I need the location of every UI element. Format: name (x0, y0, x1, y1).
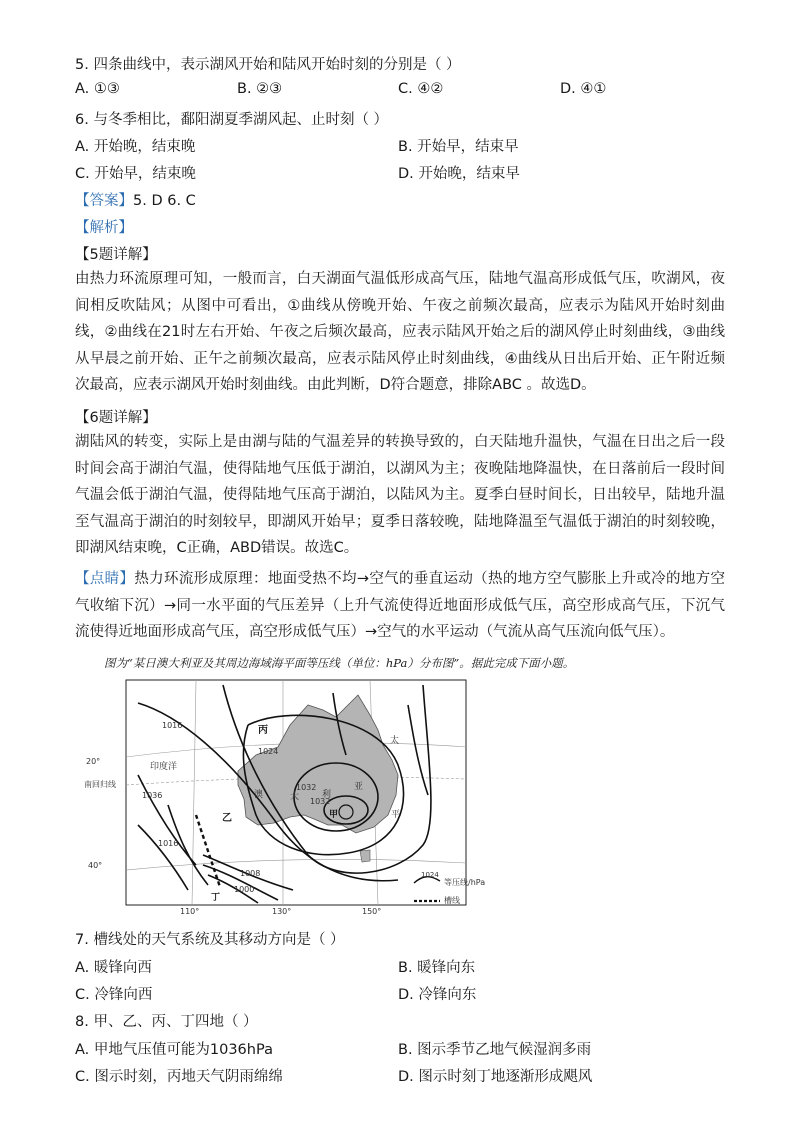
q7-option-d: D. 冷锋向东 (398, 987, 477, 1003)
tip-paragraph (75, 566, 725, 646)
q6-detail-tag: 【6题详解】 (75, 410, 157, 426)
isobar-label: 1032 (310, 797, 331, 806)
australia-char-3: 利 (322, 790, 332, 800)
q5-option-c: C. ④② (398, 81, 444, 97)
lon-label-110: 110° (180, 907, 200, 916)
legend-trough-label: 槽线 (444, 896, 460, 905)
lon-label-130: 130° (272, 907, 292, 916)
q8-option-d: D. 图示时刻丁地逐渐形成飓风 (398, 1069, 593, 1085)
place-yi: 乙 (222, 813, 232, 824)
tip-tag: 【点睛】 (75, 571, 135, 587)
isobar-label: 1032 (296, 783, 317, 792)
q8-option-c: C. 图示时刻，丙地天气阴雨绵绵 (75, 1069, 283, 1085)
q7-option-b: B. 暖锋向东 (398, 960, 476, 976)
answer-tag: 【答案】 (75, 193, 133, 209)
isobar-label: 1016 (162, 721, 183, 730)
place-ding: 丁 (211, 893, 221, 903)
lat-label-40: 40° (88, 861, 103, 870)
q6-detail-text: 湖陆风的转变，实际上是由湖与陆的气温差异的转换导致的，白天陆地升温快，气温在日出之后一段时间会高于湖泊气温，使得陆地气压低于湖泊，以湖风为主；夜晚陆地降温快，在日落前后一段时间气温会低于湖泊气温，使得陆地气压高于湖泊，以陆风为主。夏季白昼时间长，日出较早，陆地升温至气温高于湖泊的时刻较早，即湖风开始早；夏季日落较晚，陆地降温至气温低于湖泊的时刻较晚，即湖风结束晚，C正确，ABD错误。故选C。 (75, 434, 725, 556)
lat-label-tropic: 南回归线 (84, 780, 116, 789)
q5-option-d: D. ④① (560, 81, 607, 97)
figure-caption: 图为“某日澳大利亚及其周边海域海平面等压线（单位：hPa）分布图”。据此完成下面小题。 (104, 656, 575, 670)
q5-stem: 5. 四条曲线中，表示湖风开始和陆风开始时刻的分别是（ ） (75, 57, 461, 73)
indian-ocean-label: 印度洋 (150, 762, 178, 772)
pacific-char-2: 平 (391, 810, 401, 820)
isobar-label: 1008 (240, 869, 261, 878)
q8-option-a: A. 甲地气压值可能为1036hPa (75, 1042, 273, 1058)
q8-stem: 8. 甲、乙、丙、丁四地（ ） (75, 1014, 258, 1030)
legend-isobar-sample: 1024 (421, 871, 439, 879)
q7-option-a: A. 暖锋向西 (75, 960, 152, 976)
australia-char-2: 大 (290, 792, 300, 802)
australia-char-4: 亚 (354, 782, 364, 792)
q6-option-a: A. 开始晚，结束晚 (75, 139, 196, 155)
answer-line (75, 189, 196, 210)
answer-text: 5. D 6. C (133, 193, 196, 209)
place-bing: 丙 (258, 725, 268, 736)
analysis-tag: 【解析】 (75, 220, 133, 236)
q5-detail-text: 由热力环流原理可知，一般而言，白天湖面气温低形成高气压，陆地气温高形成低气压，吹湖风，夜间相反吹陆风；从图中可看出，①曲线从傍晚开始、午夜之前频次最高，应表示为陆风开始时刻曲线，②曲线在21时左右开始、午夜之后频次最高，应表示陆风开始之后的湖风停止时刻曲线，③曲线从早晨之前开始、正午之前频次最高，应表示陆风停止时刻曲线，④曲线从日出后开始、正午附近频次最高，应表示湖风开始时刻曲线。由此判断，D符合题意，排除ABC 。故选D。 (75, 271, 725, 393)
q8-option-b: B. 图示季节乙地气候湿润多雨 (398, 1042, 592, 1058)
legend-isobar-label: 等压线/hPa (444, 878, 486, 887)
q6-option-b: B. 开始早，结束早 (398, 139, 519, 155)
tip-text: 热力环流形成原理：地面受热不均→空气的垂直运动（热的地方空气膨胀上升或冷的地方空气收缩下沉）→同一水平面的气压差异（上升气流使得近地面形成低气压，高空形成高气压，下沉气流使得近地面形成高气压，高空形成低气压）→空气的水平运动（气流从高气压流向低气压）。 (75, 571, 725, 640)
isobar-label: 1036 (142, 791, 163, 800)
isobar-label: 1016 (158, 839, 179, 848)
q6-option-d: D. 开始晚，结束早 (398, 166, 520, 182)
pacific-char-1: 太 (390, 736, 400, 746)
q6-option-c: C. 开始早，结束晚 (75, 166, 196, 182)
lat-label-20: 20° (86, 757, 101, 766)
isobar-label: 1024 (258, 747, 279, 756)
q5-option-a: A. ①③ (75, 81, 120, 97)
q7-option-c: C. 冷锋向西 (75, 987, 153, 1003)
isobar-label: 1000 (234, 885, 255, 894)
q5-detail-tag: 【5题详解】 (75, 247, 157, 263)
isobar-map (78, 675, 513, 915)
q6-stem: 6. 与冬季相比，鄱阳湖夏季湖风起、止时刻（ ） (75, 112, 389, 128)
place-jia: 甲 (329, 810, 339, 820)
australia-char-1: 澳 (254, 790, 264, 800)
lon-label-150: 150° (362, 907, 382, 916)
q5-option-b: B. ②③ (237, 81, 283, 97)
q7-stem: 7. 槽线处的天气系统及其移动方向是（ ） (75, 932, 345, 948)
